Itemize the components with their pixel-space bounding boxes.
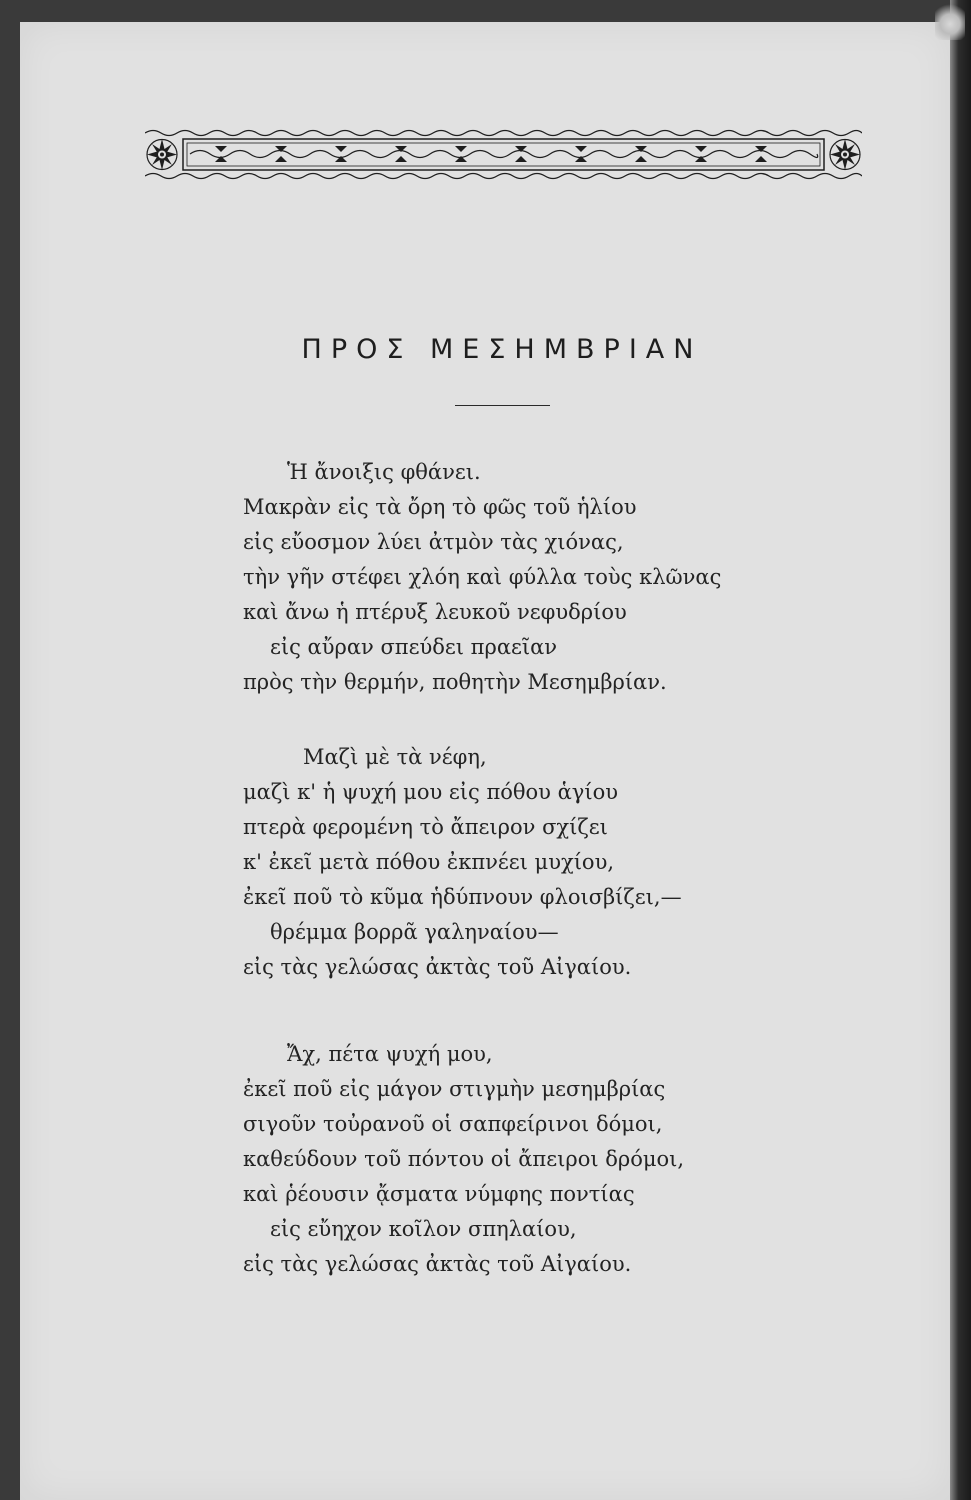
- poem-line: μαζὶ κ' ἡ ψυχή μου εἰς πόθου ἁγίου: [243, 780, 618, 804]
- poem-line: εἰς τὰς γελώσας ἀκτὰς τοῦ Αἰγαίου.: [243, 1252, 632, 1276]
- poem-line: εἰς εὔοσμον λύει ἀτμὸν τὰς χιόνας,: [243, 530, 624, 554]
- title-divider: [455, 405, 550, 406]
- poem-title: ΠΡΟΣ ΜΕΣΗΜΒΡΙΑΝ: [301, 334, 703, 365]
- poem-line: σιγοῦν τοὐρανοῦ οἱ σαπφείρινοι δόμοι,: [243, 1112, 663, 1136]
- poem-line: Ἄχ, πέτα ψυχή μου,: [287, 1042, 493, 1066]
- poem-line: καὶ ἄνω ἡ πτέρυξ λευκοῦ νεφυδρίου: [243, 600, 627, 624]
- spine-mark: [935, 0, 965, 40]
- poem-line: εἰς αὔραν σπεύδει πραεῖαν: [270, 635, 558, 659]
- stanza-2: [243, 740, 803, 985]
- headpiece-ornament: [145, 127, 862, 183]
- right-star-icon: [830, 139, 860, 170]
- poem-line: Ἡ ἄνοιξις φθάνει.: [287, 460, 481, 484]
- poem-line: εἰς εὔηχον κοῖλον σπηλαίου,: [270, 1217, 577, 1241]
- poem-line: ἐκεῖ ποῦ τὸ κῦμα ἡδύπνουν φλοισβίζει,—: [243, 885, 682, 909]
- poem-line: θρέμμα βορρᾶ γαληναίου—: [270, 920, 559, 944]
- poem-line: κ' ἐκεῖ μετὰ πόθου ἐκπνέει μυχίου,: [243, 850, 615, 874]
- stanza-1: [243, 455, 803, 700]
- poem-line: τὴν γῆν στέφει χλόη καὶ φύλλα τοὺς κλῶνας: [243, 565, 722, 589]
- poem-line: ἐκεῖ ποῦ εἰς μάγον στιγμὴν μεσημβρίας: [243, 1077, 666, 1101]
- left-star-icon: [147, 139, 177, 170]
- poem-line: πτερὰ φερομένη τὸ ἄπειρον σχίζει: [243, 815, 608, 839]
- poem-line: καθεύδουν τοῦ πόντου οἱ ἄπειροι δρόμοι,: [243, 1147, 685, 1171]
- poem-line: Μαζὶ μὲ τὰ νέφη,: [303, 745, 487, 769]
- stanza-3: [243, 1037, 803, 1282]
- poem-line: Μακρὰν εἰς τὰ ὄρη τὸ φῶς τοῦ ἡλίου: [243, 495, 637, 519]
- poem-line: καὶ ῥέουσιν ᾄσματα νύμφης ποντίας: [243, 1182, 635, 1206]
- poem-line: εἰς τὰς γελώσας ἀκτὰς τοῦ Αἰγαίου.: [243, 955, 632, 979]
- page-edge: [950, 0, 971, 1500]
- poem-line: πρὸς τὴν θερμήν, ποθητὴν Μεσημβρίαν.: [243, 670, 667, 694]
